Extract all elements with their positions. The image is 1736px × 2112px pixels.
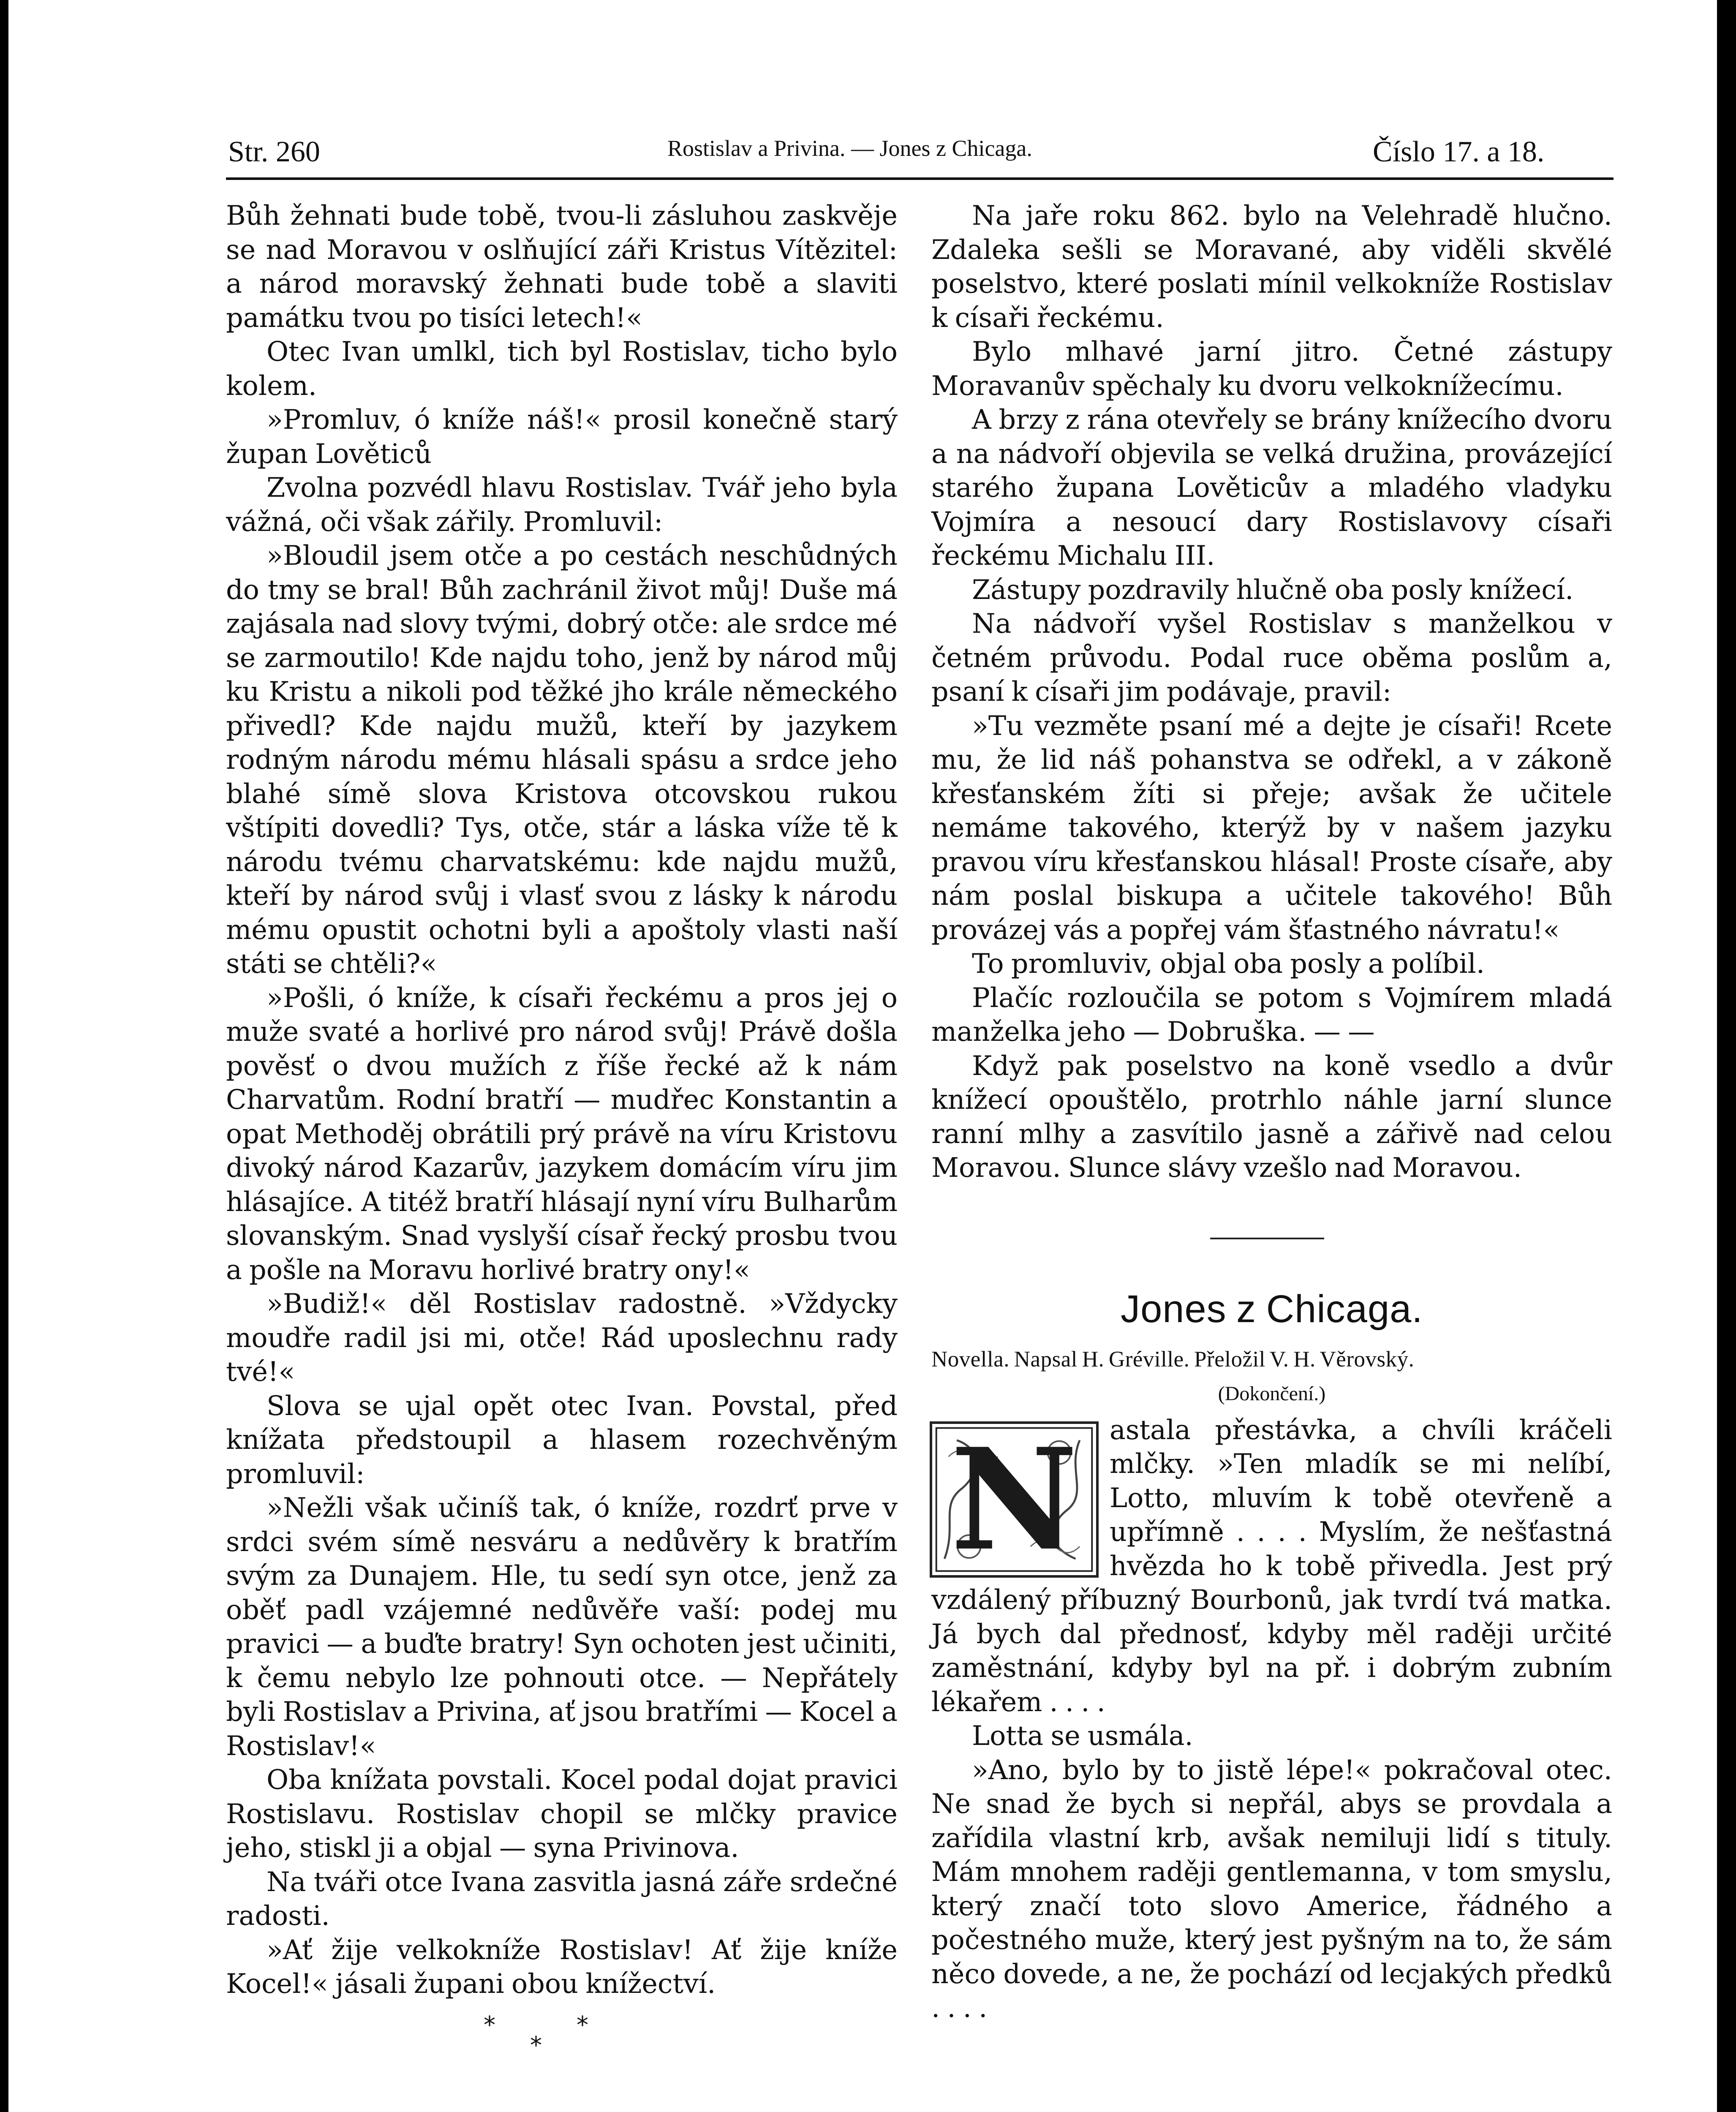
section-separator [1210, 1238, 1324, 1239]
paragraph: »Promluv, ó kníže náš!« prosil konečně starý župan Lověticů [226, 404, 898, 469]
ornament-star: * [530, 2031, 542, 2059]
paragraph: Slova se ujal opět otec Ivan. Povstal, před knížata předstoupil a hlasem rozechvěným promluvil: [226, 1390, 898, 1489]
paragraph: »Bloudil jsem otče a po cestách neschůdných do tmy se bral! Bůh zachránil život můj! Duše má zajásala nad slovy tvými, dobrý otče: ale srdce mé se zarmoutilo! Kde najdu toho, jenž by národ můj ku Kristu a nikoli pod těžké jho krále německého přivedl? Kde najdu mužů, kteří by jazykem rodným národu mému hlásali spásu a srdce jeho blahé símě slova Kristova otcovskou rukou vštípiti dovedli? Tys, otče, stár a láska víže tě k národu tvému charvatskému: kde najdu mužů, kteří by národ svůj i vlasť svou z lásky k národu mému opustit ochotni byli a apoštoly vlasti naší státi se chtěli?« [226, 540, 898, 979]
issue-number: Číslo 17. a 18. [1373, 136, 1545, 168]
paragraph: Otec Ivan umlkl, tich byl Rostislav, ticho bylo kolem. [226, 336, 898, 401]
paragraph: Když pak poselstvo na koně vsedlo a dvůr knížecí opouštělo, protrhlo náhle jarní slunce ranní mlhy a zasvítilo jasně a zářivě nad celou Moravou. Slunce slávy vzešlo nad Moravou. [931, 1050, 1612, 1183]
page-number: Str. 260 [228, 136, 320, 168]
ornament-star: * [577, 2011, 588, 2039]
paragraph: To promluviv, objal oba posly a políbil. [972, 948, 1485, 979]
header-rule [226, 177, 1614, 180]
paragraph: Plačíc rozloučila se potom s Vojmírem mladá manželka jeho — Dobruška. — — [931, 982, 1612, 1047]
story-body [931, 1413, 1612, 2025]
paragraph: Na jaře roku 862. bylo na Velehradě hlučno. Zdaleka sešli se Moravané, aby viděli skvělé poselstvo, které poslati mínil velkokníže Rostislav k císaři řeckému. [931, 200, 1612, 333]
left-column [226, 199, 898, 2060]
paragraph: »Nežli však učiníš tak, ó kníže, rozdrť prve v srdci svém símě nesváru a nedůvěry k bratřím svým za Dunajem. Hle, tu sedí syn otce, jenž za oběť padl vzájemné nedůvěře vaší: podej mu pravici — a buďte bratry! Syn ochoten jest učiniti, k čemu nebylo lze pohnouti otce. — Nepřátely byli Rostislav a Privina, ať jsou bratřími — Kocel a Rostislav!« [226, 1492, 898, 1761]
paragraph: A brzy z rána otevřely se brány knížecího dvoru a na nádvoří objevila se velká družina, provázející starého župana Lověticův a mladého vladyku Vojmíra a nesoucí dary Rostislavovy císaři řeckému Michalu III. [931, 404, 1612, 571]
section-ornament [226, 2001, 898, 2060]
continuation-note: (Dokončení.) [1218, 1382, 1326, 1405]
paragraph: Zvolna pozvédl hlavu Rostislav. Tvář jeho byla vážná, oči však zářily. Promluvil: [226, 472, 898, 537]
running-title: Rostislav a Privina. — Jones z Chicaga. [667, 136, 1032, 161]
paragraph: Bylo mlhavé jarní jitro. Četné zástupy Moravanův spěchaly ku dvoru velkoknížecímu. [931, 336, 1612, 401]
paragraph: Bůh žehnati bude tobě, tvou-li zásluhou zaskvěje se nad Moravou v oslňující záři Kristus Vítězitel: a národ moravský žehnati bude tobě a slaviti památku tvou po tisíci letech!« [226, 200, 898, 333]
paragraph: »Pošli, ó kníže, k císaři řeckému a pros jej o muže svaté a horlivé pro národ svůj! Právě došla pověsť o dvou mužích z říše řecké až k nám Charvatům. Rodní bratří — mudřec Konstantin a opat Methoděj obrátili prý právě na víru Kristovu divoký národ Kazarův, jazykem domácím víru jim hlásajíce. A titéž bratří hlásají nyní víru Bulharům slovanským. Snad vyslyší císař řecký prosbu tvou a pošle na Moravu horlivé bratry ony!« [226, 982, 898, 1285]
paragraph: »Ať žije velkokníže Rostislav! Ať žije kníže Kocel!« jásali župani obou knížectví. [226, 1934, 898, 1999]
paragraph: Na tváři otce Ivana zasvitla jasná záře srdečné radosti. [226, 1866, 898, 1931]
decorative-initial [930, 1421, 1099, 1578]
initial-letter: N [950, 1421, 1078, 1578]
paragraph: »Budiž!« děl Rostislav radostně. »Vždycky moudře radil jsi mi, otče! Rád uposlechnu rady tvé!« [226, 1288, 898, 1387]
paragraph: astala přestávka, a chvíli kráčeli mlčky. »Ten mladík se mi nelíbí, Lotto, mluvím k tobě otevřeně a upřímně . . . . Myslím, že nešťastná hvězda ho k tobě přivedla. Jest prý vzdálený příbuzný Bourbonů, jak tvrdí tvá matka. Já bych dal přednosť, kdyby měl raději určité zaměstnání, kdyby byl na př. i dobrým zubním lékařem . . . . [931, 1414, 1612, 1717]
ornament-star: * [484, 2011, 495, 2039]
story-title: Jones z Chicaga. [1121, 1287, 1423, 1331]
paragraph: Lotta se usmála. [972, 1720, 1193, 1751]
paragraph: Na nádvoří vyšel Rostislav s manželkou v četném průvodu. Podal ruce oběma poslům a, psaní k císaři jim podávaje, pravil: [931, 608, 1612, 707]
paragraph: »Ano, bylo by to jistě lépe!« pokračoval otec. Ne snad že bych si nepřál, abys se provdala a zařídila vlastní krb, avšak nemiluji lidí s tituly. Mám mnohem raději gentlemanna, v tom smyslu, který značí toto slovo Americe, řádného a počestného muže, který jest pyšným na to, že sám něco dovede, a ne, že pochází od lecjakých předků . . . . [931, 1754, 1612, 2023]
paragraph: Oba knížata povstali. Kocel podal dojat pravici Rostislavu. Rostislav chopil se mlčky pravice jeho, stiskl ji a objal — syna Privinova. [226, 1764, 898, 1863]
right-column [931, 199, 1612, 2025]
paragraph: »Tu vezměte psaní mé a dejte je císaři! Rcete mu, že lid náš pohanstva se odřekl, a v zákoně křesťanském žíti si přeje; avšak že učitele nemáme takového, kterýž by v našem jazyku pravou víru křesťanskou hlásal! Proste císaře, aby nám poslal biskupa a učitele takového! Bůh provázej vás a popřej vám šťastného návratu!« [931, 710, 1612, 945]
paragraph: Zástupy pozdravily hlučně oba posly knížecí. [972, 574, 1574, 605]
story-byline: Novella. Napsal H. Gréville. Přeložil V. H. Věrovský. [931, 1347, 1415, 1372]
